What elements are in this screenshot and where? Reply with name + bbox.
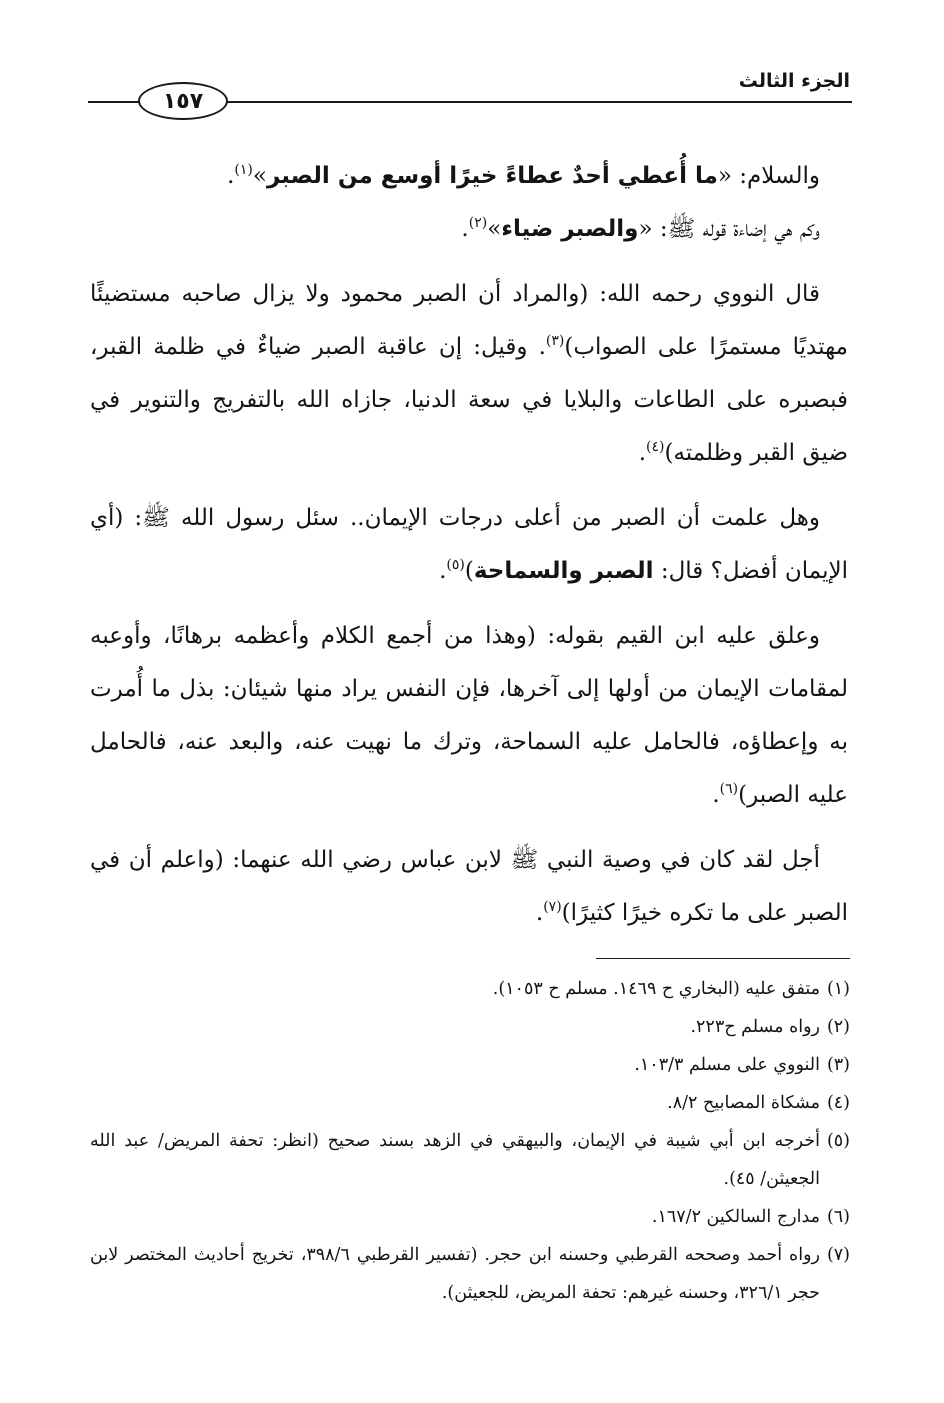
footnote-number: (٥) [826, 1131, 850, 1151]
running-header-title: الجزء الثالث [738, 70, 850, 92]
paragraph-3-part-b: . وقيل: إن عاقبة الصبر ضياءٌ في ظلمة القبر، فبصبره على الطاعات والبلايا في سعة الدنيا، جازاه الله بالتفريج والتنوير في ضيق القبر وظلمته) [90, 334, 848, 466]
footnote-number: (٧) [826, 1245, 850, 1265]
footnote-separator [596, 958, 850, 959]
paragraph-2-quote: والصبر ضياء [501, 216, 639, 242]
footnote-item [90, 1046, 850, 1084]
paragraph-4-close: ) [464, 558, 474, 584]
footnote-ref-7[interactable]: (٧) [543, 899, 562, 915]
paragraph-3-end: . [638, 440, 647, 466]
paragraph-1-quote-close: » [252, 163, 267, 189]
main-text [90, 150, 848, 952]
footnote-number: (٤) [826, 1093, 850, 1113]
paragraph-2-end: . [461, 216, 469, 242]
paragraph-4-lead: وهل علمت أن الصبر من أعلى درجات الإيمان.. سئل رسول الله ﷺ: (أي الإيمان أفضل؟ قال: [90, 505, 848, 584]
footnote-text: مدارج السالكين ١٦٧/٢. [651, 1207, 820, 1227]
paragraph-1-end: . [227, 163, 235, 189]
footnote-item [90, 1198, 850, 1236]
footnote-ref-5[interactable]: (٥) [446, 557, 465, 573]
footnote-text: رواه أحمد وصححه القرطبي وحسنه ابن حجر. (تفسير القرطبي ٣٩٨/٦، تخريج أحاديث المختصر لابن حجر ٣٢٦/١، وحسنه غيرهم: تحفة المريض، للجعيثن). [90, 1245, 820, 1303]
footnote-ref-2[interactable]: (٢) [468, 215, 488, 231]
footnote-item [90, 1008, 850, 1046]
footnote-text: أخرجه ابن أبي شيبة في الإيمان، والبيهقي في الزهد بسند صحيح (انظر: تحفة المريض/ عبد الله الجعيثن/ ٤٥). [90, 1131, 820, 1189]
footnote-text: مشكاة المصابيح ٨/٢. [667, 1093, 820, 1113]
footnote-text: النووي على مسلم ١٠٣/٣. [634, 1055, 820, 1075]
footnote-item [90, 1122, 850, 1198]
paragraph-2 [90, 203, 848, 256]
footnote-number: (٣) [826, 1055, 850, 1075]
paragraph-5-end: . [712, 782, 720, 808]
paragraph-4 [90, 492, 848, 598]
footnote-text: متفق عليه (البخاري ح ١٤٦٩. مسلم ح ١٠٥٣). [492, 979, 820, 999]
footnote-ref-1[interactable]: (١) [234, 162, 253, 178]
footnote-ref-3[interactable]: (٣) [545, 333, 565, 349]
page-number-badge: ١٥٧ [138, 82, 228, 120]
footnote-text: رواه مسلم ح٢٢٣. [690, 1017, 820, 1037]
paragraph-6 [90, 834, 848, 940]
footnote-item [90, 970, 850, 1008]
paragraph-3-part-a: قال النووي رحمه الله: (والمراد أن الصبر محمود ولا يزال صاحبه مستضيئًا مهتديًا مستمرًا على الصواب) [90, 281, 848, 360]
footnote-item [90, 1084, 850, 1122]
footnotes [90, 970, 850, 1312]
paragraph-5 [90, 610, 848, 822]
paragraph-4-end: . [439, 558, 447, 584]
footnote-ref-4[interactable]: (٤) [646, 439, 665, 455]
paragraph-3 [90, 268, 848, 480]
footnote-number: (٦) [826, 1207, 850, 1227]
paragraph-1-quote: ما أُعطي أحدٌ عطاءً خيرًا أوسع من الصبر [266, 163, 718, 189]
paragraph-1 [90, 150, 848, 203]
footnote-number: (٢) [826, 1017, 850, 1037]
paragraph-6-end: . [535, 900, 544, 926]
paragraph-1-lead: والسلام: « [717, 163, 820, 189]
footnote-number: (١) [826, 979, 850, 999]
paragraph-6-text: أجل لقد كان في وصية النبي ﷺ لابن عباس رضي الله عنهما: (واعلم أن في الصبر على ما تكره خيرًا كثيرًا) [90, 847, 848, 926]
paragraph-5-text: وعلق عليه ابن القيم بقوله: (وهذا من أجمع الكلام وأعظمه برهانًا، وأوعبه لمقامات الإيمان من أولها إلى آخرها، فإن النفس يراد منها شيئان: بذل ما أُمرت به وإعطاؤه، فالحامل عليه السماحة، وترك ما نهيت عنه، والبعد عنه، فالحامل عليه الصبر) [90, 623, 848, 808]
paragraph-2-lead: وكم هي إضاءة قوله ﷺ: « [638, 216, 820, 242]
paragraph-2-quote-close: » [487, 216, 502, 242]
footnote-ref-6[interactable]: (٦) [719, 781, 739, 797]
paragraph-4-answer: الصبر والسماحة [473, 558, 654, 584]
footnote-item [90, 1236, 850, 1312]
